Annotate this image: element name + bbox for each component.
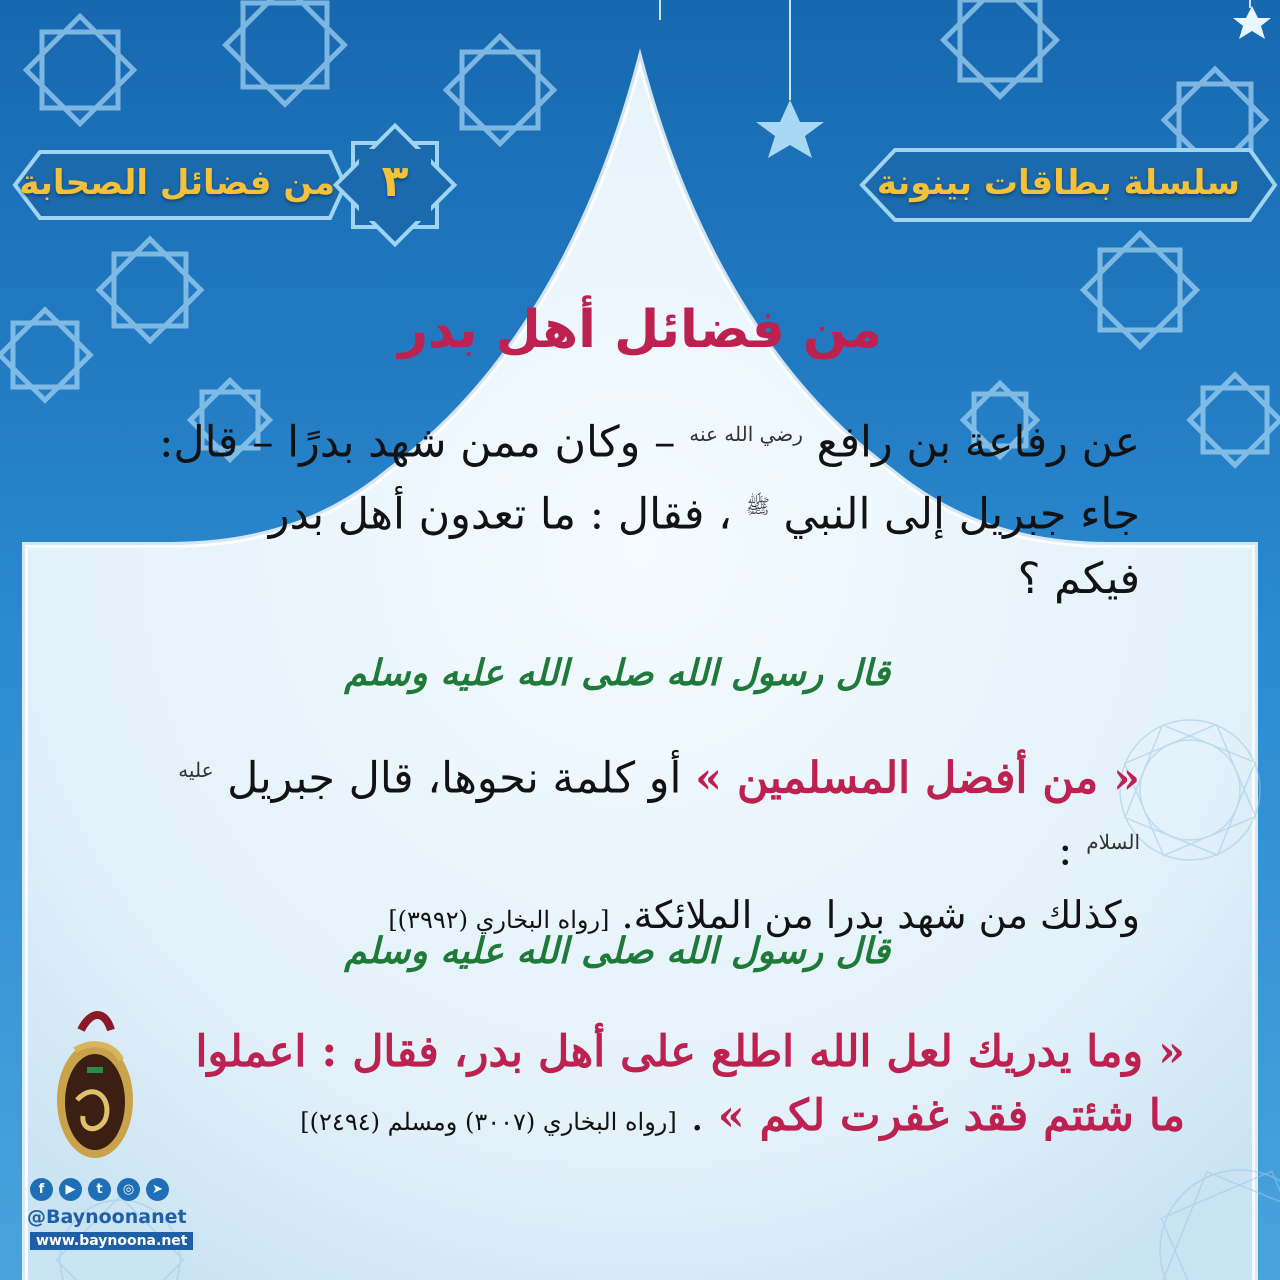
twitter-icon[interactable]: t — [88, 1178, 111, 1201]
hadith-line: « وما يدريك لعل الله اطلع على أهل بدر، فقال : اعملوا — [195, 1027, 1185, 1077]
intro-line: فيكم ؟ — [1017, 553, 1140, 604]
social-handle[interactable]: @Baynoonanet — [27, 1206, 187, 1228]
youtube-icon[interactable]: ▶ — [59, 1178, 82, 1201]
hadith-text: أو كلمة نحوها، قال جبريل — [227, 753, 682, 804]
hadith-1 — [140, 738, 1140, 952]
hadith-line — [195, 1084, 1185, 1154]
hadith-text: وكذلك من شهد بدرا من الملائكة. — [621, 892, 1140, 937]
series-title: سلسلة بطاقات بينونة — [876, 163, 1240, 203]
honorific: عليه السلام — [178, 758, 1140, 855]
honorific: رضي الله عنه — [689, 422, 803, 446]
hadith-text: . — [690, 1091, 705, 1141]
instagram-icon[interactable]: ◎ — [117, 1178, 140, 1201]
hadith-2 — [195, 1020, 1185, 1154]
hadith-reference: [رواه البخاري (٣٩٩٢)] — [388, 905, 610, 934]
website-link[interactable]: www.baynoona.net — [30, 1232, 193, 1250]
intro-text: – وكان ممن شهد بدرًا – قال: — [158, 417, 676, 468]
intro-line — [140, 474, 1140, 546]
facebook-icon[interactable]: f — [30, 1178, 53, 1201]
card-number: ٣ — [381, 156, 409, 207]
hadith-quote: « من أفضل المسلمين » — [695, 753, 1140, 804]
hadith-line — [140, 738, 1140, 883]
hadith-reference: [رواه البخاري (٣٠٠٧) ومسلم (٢٤٩٤)] — [300, 1108, 677, 1136]
honorific: ﷺ — [745, 494, 770, 519]
intro-paragraph — [140, 402, 1140, 611]
intro-text: ، فقال : ما تعدون أهل بدر — [268, 489, 733, 540]
intro-text: جاء جبريل إلى النبي — [783, 489, 1140, 540]
hadith-quote: ما شئتم فقد غفرت لكم » — [717, 1091, 1185, 1141]
prophet-said-heading: قال رسول الله صلى الله عليه وسلم — [344, 652, 890, 694]
intro-text: عن رفاعة بن رافع — [816, 417, 1140, 468]
page-title: من فضائل أهل بدر — [398, 300, 882, 360]
social-links — [30, 1178, 169, 1201]
hadith-text: : — [1058, 825, 1073, 876]
intro-line — [140, 402, 1140, 474]
prophet-said-heading: قال رسول الله صلى الله عليه وسلم — [344, 930, 890, 972]
telegram-icon[interactable]: ➤ — [146, 1178, 169, 1201]
section-title: من فضائل الصحابة — [19, 163, 335, 203]
